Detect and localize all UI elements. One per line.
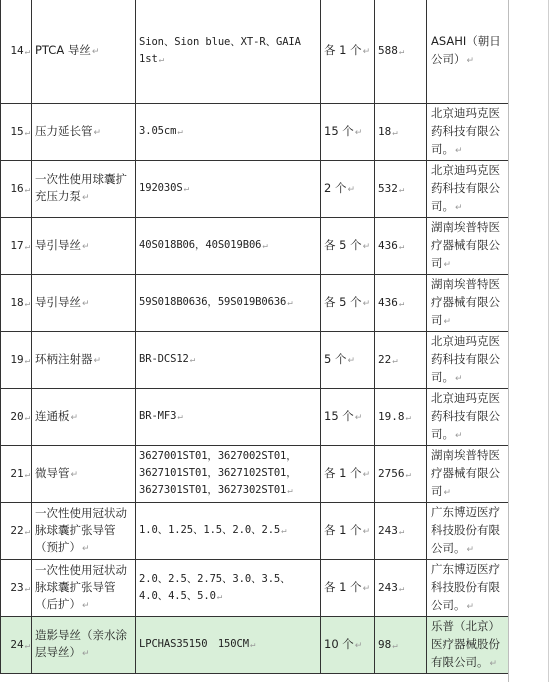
cell-price-text: 243 [378, 523, 398, 537]
cell-quantity-text: 各 5 个 [324, 237, 362, 252]
paragraph-mark: ↵ [362, 298, 371, 309]
cell-item-name [32, 275, 136, 332]
cell-spec [136, 275, 321, 332]
paragraph-mark: ↵ [262, 241, 268, 251]
cell-quantity [321, 389, 375, 446]
right-margin-column [508, 0, 553, 682]
cell-quantity-text: 15 个 [324, 123, 354, 138]
cell-price [375, 218, 427, 275]
cell-price-text: 243 [378, 580, 398, 594]
paragraph-mark: ↵ [24, 241, 30, 252]
cell-spec-text: 1.0、1.25、1.5、2.0、2.5 [139, 524, 281, 536]
paragraph-mark: ↵ [287, 486, 293, 496]
cell-item-name-text: 导引导丝 [35, 294, 81, 309]
cell-vendor-text: 乐普（北京）医疗器械股份有限公司。 [431, 619, 500, 669]
cell-vendor [427, 0, 510, 104]
cell-item-name-text: 环柄注射器 [35, 351, 93, 366]
paragraph-mark: ↵ [455, 203, 463, 213]
paragraph-mark: ↵ [455, 374, 463, 384]
paragraph-mark: ↵ [177, 412, 183, 422]
cell-spec [136, 332, 321, 389]
cell-index-text: 24 [10, 637, 24, 651]
paragraph-mark: ↵ [466, 56, 475, 66]
table-body [1, 0, 510, 674]
paragraph-mark: ↵ [362, 469, 371, 480]
paragraph-mark: ↵ [489, 659, 498, 669]
paragraph-mark: ↵ [362, 526, 371, 537]
cell-spec [136, 389, 321, 446]
cell-vendor [427, 332, 510, 389]
paragraph-mark: ↵ [82, 649, 90, 659]
cell-item-name-text: 压力延长管 [35, 123, 93, 138]
paragraph-mark: ↵ [443, 260, 452, 270]
paragraph-mark: ↵ [362, 241, 371, 252]
cell-spec-text: 3627001ST01，3627002ST01，3627101ST01，3627102ST01，3627301ST01，3627302ST01 [139, 450, 297, 496]
cell-index-text: 21 [10, 466, 24, 480]
paragraph-mark: ↵ [177, 127, 183, 137]
table-row [1, 332, 510, 389]
cell-quantity [321, 218, 375, 275]
cell-vendor [427, 218, 510, 275]
paragraph-mark: ↵ [82, 298, 90, 309]
paragraph-mark: ↵ [405, 412, 411, 423]
table-row [1, 617, 510, 674]
cell-index-text: 23 [10, 580, 24, 594]
cell-price [375, 0, 427, 104]
paragraph-mark: ↵ [455, 431, 463, 441]
cell-quantity [321, 332, 375, 389]
table-row [1, 104, 510, 161]
cell-price [375, 332, 427, 389]
cell-index [1, 332, 32, 389]
cell-vendor [427, 446, 510, 503]
cell-price [375, 389, 427, 446]
cell-vendor-text: 广东博迈医疗科技股份有限公司。 [431, 505, 500, 555]
cell-item-name [32, 446, 136, 503]
table-row [1, 161, 510, 218]
cell-item-name-text: 微导管 [35, 465, 70, 480]
cell-spec [136, 161, 321, 218]
paragraph-mark: ↵ [189, 355, 196, 365]
paragraph-mark: ↵ [392, 640, 398, 651]
paragraph-mark: ↵ [24, 412, 30, 423]
cell-quantity-text: 各 1 个 [324, 522, 362, 537]
paragraph-mark: ↵ [82, 241, 90, 252]
paragraph-mark: ↵ [398, 184, 405, 195]
cell-spec-text: 192030S [139, 182, 183, 194]
cell-quantity [321, 104, 375, 161]
cell-vendor-text: 湖南埃普特医疗器械有限公司 [431, 220, 500, 270]
paragraph-mark: ↵ [398, 241, 405, 252]
paragraph-mark: ↵ [93, 127, 102, 138]
cell-quantity [321, 503, 375, 560]
cell-item-name [32, 560, 136, 617]
cell-item-name-text: 一次性使用球囊扩充压力泵 [35, 172, 127, 203]
paragraph-mark: ↵ [24, 640, 30, 651]
cell-spec-text: 59S018B0636，59S019B0636 [139, 296, 287, 308]
cell-price-text: 436 [378, 295, 398, 309]
paragraph-mark: ↵ [91, 46, 100, 57]
paragraph-mark: ↵ [398, 46, 405, 57]
cell-item-name-text: 造影导丝（亲水涂层导丝） [35, 628, 127, 659]
cell-vendor [427, 275, 510, 332]
cell-price-text: 588 [378, 43, 398, 57]
cell-index-text: 22 [10, 523, 24, 537]
paragraph-mark: ↵ [24, 298, 30, 309]
cell-vendor-text: ASAHI（朝日公司） [431, 34, 501, 66]
cell-index-text: 14 [10, 43, 24, 57]
cell-index [1, 275, 32, 332]
cell-index [1, 446, 32, 503]
cell-item-name-text: 导引导丝 [35, 237, 81, 252]
cell-quantity [321, 161, 375, 218]
cell-index-text: 16 [10, 181, 24, 195]
cell-index-text: 19 [10, 352, 24, 366]
cell-index-text: 15 [10, 124, 24, 138]
cell-quantity [321, 617, 375, 674]
paragraph-mark: ↵ [354, 640, 363, 651]
paragraph-mark: ↵ [398, 526, 405, 537]
cell-item-name [32, 161, 136, 218]
cell-spec [136, 218, 321, 275]
cell-quantity [321, 560, 375, 617]
cell-item-name-text: 一次性使用冠状动脉球囊扩张导管（预扩） [35, 505, 127, 554]
cell-price-text: 436 [378, 238, 398, 252]
cell-index-text: 20 [10, 409, 24, 423]
cell-price [375, 161, 427, 218]
cell-quantity [321, 446, 375, 503]
cell-vendor-text: 北京迪玛克医药科技有限公司。 [431, 163, 500, 213]
paragraph-mark: ↵ [216, 591, 223, 602]
table-row [1, 503, 510, 560]
cell-price-text: 19.8 [378, 409, 405, 423]
cell-vendor-text: 北京迪玛克医药科技有限公司。 [431, 391, 500, 441]
margin-guide-line [548, 0, 549, 682]
cell-quantity-text: 各 1 个 [324, 465, 362, 480]
cell-quantity-text: 2 个 [324, 180, 347, 195]
paragraph-mark: ↵ [443, 488, 452, 498]
table-row [1, 275, 510, 332]
paragraph-mark: ↵ [405, 469, 411, 480]
paragraph-mark: ↵ [362, 583, 371, 594]
paragraph-mark: ↵ [24, 469, 30, 480]
cell-quantity [321, 275, 375, 332]
paragraph-mark: ↵ [398, 298, 405, 309]
cell-quantity-text: 各 1 个 [324, 579, 362, 594]
paragraph-mark: ↵ [354, 127, 363, 138]
cell-item-name [32, 218, 136, 275]
paragraph-mark: ↵ [70, 469, 79, 480]
cell-spec [136, 503, 321, 560]
cell-quantity-text: 5 个 [324, 351, 347, 366]
cell-item-name [32, 0, 136, 104]
cell-price-text: 22 [378, 352, 392, 366]
cell-index [1, 560, 32, 617]
cell-item-name [32, 332, 136, 389]
paragraph-mark: ↵ [443, 317, 452, 327]
cell-spec [136, 617, 321, 674]
cell-spec [136, 560, 321, 617]
cell-index-text: 17 [10, 238, 24, 252]
cell-price [375, 617, 427, 674]
cell-vendor-text: 广东博迈医疗科技股份有限公司。 [431, 562, 500, 612]
paragraph-mark: ↵ [455, 146, 463, 156]
cell-item-name-text: 一次性使用冠状动脉球囊扩张导管（后扩） [35, 562, 127, 611]
cell-item-name [32, 104, 136, 161]
paragraph-mark: ↵ [24, 526, 30, 537]
cell-index [1, 503, 32, 560]
table-row [1, 446, 510, 503]
table-row [1, 0, 510, 104]
paragraph-mark: ↵ [466, 602, 475, 612]
cell-price [375, 104, 427, 161]
paragraph-mark: ↵ [362, 46, 371, 57]
paragraph-mark: ↵ [70, 412, 79, 423]
paragraph-mark: ↵ [398, 583, 405, 594]
cell-spec-text: BR-DCS12 [139, 353, 189, 365]
cell-price-text: 2756 [378, 466, 405, 480]
cell-vendor [427, 161, 510, 218]
paragraph-mark: ↵ [281, 526, 287, 536]
table-row [1, 389, 510, 446]
cell-spec-text: 2.0、2.5、2.75、3.0、3.5、4.0、4.5、5.0 [139, 572, 291, 602]
paragraph-mark: ↵ [158, 54, 164, 65]
paragraph-mark: ↵ [82, 193, 90, 203]
paragraph-mark: ↵ [347, 355, 356, 366]
cell-spec-text: BR-MF3 [139, 410, 177, 422]
cell-index [1, 389, 32, 446]
cell-vendor [427, 104, 510, 161]
cell-price [375, 503, 427, 560]
cell-spec-text: 40S018B06，40S019B06 [139, 239, 262, 251]
paragraph-mark: ↵ [183, 184, 189, 194]
paragraph-mark: ↵ [82, 543, 90, 554]
cell-price-text: 18 [378, 124, 392, 138]
cell-vendor-text: 北京迪玛克医药科技有限公司。 [431, 334, 500, 384]
cell-quantity-text: 各 1 个 [324, 42, 362, 57]
paragraph-mark: ↵ [24, 583, 30, 594]
paragraph-mark: ↵ [466, 545, 475, 555]
cell-item-name [32, 617, 136, 674]
cell-index [1, 104, 32, 161]
cell-quantity [321, 0, 375, 104]
cell-spec-text: Sion、Sion blue、XT-R、GAIA 1st [139, 35, 301, 65]
cell-index [1, 161, 32, 218]
cell-price [375, 446, 427, 503]
paragraph-mark: ↵ [392, 355, 398, 366]
paragraph-mark: ↵ [24, 184, 30, 195]
table-row [1, 560, 510, 617]
cell-vendor [427, 503, 510, 560]
cell-spec-text: LPCHAS35150 150CM [139, 638, 249, 650]
paragraph-mark: ↵ [82, 600, 90, 611]
cell-index [1, 617, 32, 674]
paragraph-mark: ↵ [392, 127, 398, 138]
cell-vendor-text: 北京迪玛克医药科技有限公司。 [431, 106, 500, 156]
cell-spec [136, 446, 321, 503]
cell-spec [136, 104, 321, 161]
cell-quantity-text: 15 个 [324, 408, 354, 423]
cell-price-text: 98 [378, 637, 392, 651]
cell-vendor-text: 湖南埃普特医疗器械有限公司 [431, 448, 500, 498]
paragraph-mark: ↵ [287, 298, 293, 308]
paragraph-mark: ↵ [249, 640, 256, 650]
cell-item-name [32, 389, 136, 446]
paragraph-mark: ↵ [93, 355, 102, 366]
paragraph-mark: ↵ [354, 412, 363, 423]
cell-item-name-text: 连通板 [35, 408, 70, 423]
cell-index [1, 218, 32, 275]
cell-spec-text: 3.05cm [139, 125, 177, 137]
cell-vendor [427, 389, 510, 446]
paragraph-mark: ↵ [24, 355, 30, 366]
cell-quantity-text: 各 5 个 [324, 294, 362, 309]
paragraph-mark: ↵ [347, 184, 356, 195]
cell-vendor [427, 560, 510, 617]
table-row [1, 218, 510, 275]
cell-price [375, 560, 427, 617]
cell-vendor-text: 湖南埃普特医疗器械有限公司 [431, 277, 500, 327]
paragraph-mark: ↵ [24, 46, 30, 57]
cell-index [1, 0, 32, 104]
cell-spec [136, 0, 321, 104]
paragraph-mark: ↵ [24, 127, 30, 138]
cell-price [375, 275, 427, 332]
cell-item-name [32, 503, 136, 560]
cell-index-text: 18 [10, 295, 24, 309]
cell-vendor [427, 617, 510, 674]
cell-price-text: 532 [378, 181, 398, 195]
cell-quantity-text: 10 个 [324, 636, 354, 651]
cell-item-name-text: PTCA 导丝 [35, 42, 91, 57]
